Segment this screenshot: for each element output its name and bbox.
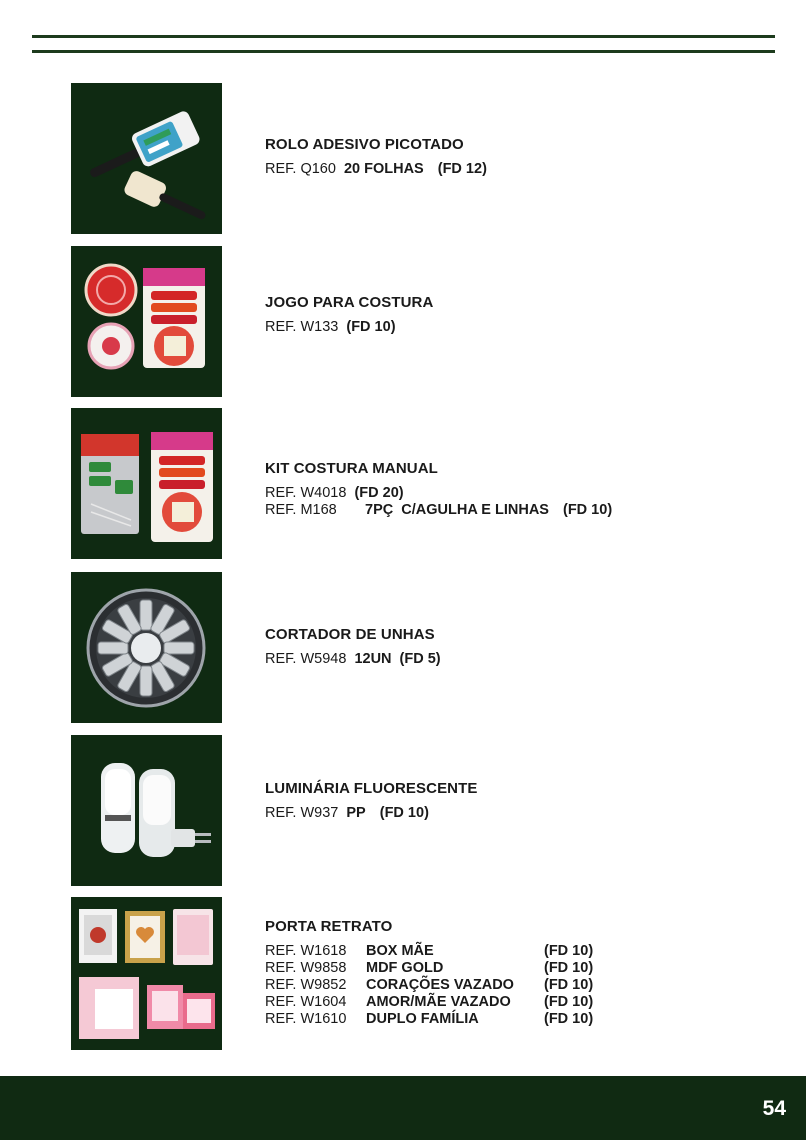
product-jogo-costura [265,294,433,336]
ref-description: C/AGULHA E LINHAS [401,502,549,518]
ref-code: REF. Q160 [265,161,336,177]
ref-pack: (FD 20) [354,485,404,501]
ref-description: 20 FOLHAS [343,161,424,177]
ref-code: REF. W133 [265,319,339,335]
product-title: LUMINÁRIA FLUORESCENTE [265,780,478,797]
ref-pack: (FD 10) [544,960,594,976]
ref-quantity: 7PÇ [365,502,394,518]
product-ref-line [265,805,477,822]
product-image-photo-frames [71,897,222,1050]
ref-code: REF. W5948 [265,651,347,667]
ref-description: CORAÇÕES VAZADO [366,977,514,993]
ref-code: REF. M168 [265,502,337,518]
ref-code: REF. W4018 [265,485,347,501]
ref-pack: (FD 10) [346,319,396,335]
ref-table [265,943,593,1028]
ref-code: REF. W1610 [265,1011,347,1027]
ref-description: MDF GOLD [366,960,444,976]
ref-code: REF. W9852 [265,977,347,993]
product-ref-line [265,502,612,519]
ref-description: DUPLO FAMÍLIA [366,1011,479,1027]
product-cortador-unhas [265,626,441,668]
header-rule-top [32,35,775,38]
ref-description: 12UN [354,651,392,667]
ref-pack: (FD 5) [399,651,441,667]
ref-pack: (FD 10) [379,805,429,821]
ref-pack: (FD 12) [437,161,487,177]
ref-pack: (FD 10) [544,1011,594,1027]
header-rule-bottom [32,50,775,53]
ref-code: REF. W937 [265,805,339,821]
ref-description: BOX MÃE [366,943,434,959]
ref-row [265,977,593,994]
product-image-lint-roller [71,83,222,234]
ref-pack: (FD 10) [544,994,594,1010]
product-title: CORTADOR DE UNHAS [265,626,435,643]
ref-row [265,943,593,960]
ref-code: REF. W1604 [265,994,347,1010]
product-title: PORTA RETRATO [265,918,393,935]
product-kit-costura [265,460,612,519]
product-ref-line [265,161,487,178]
product-title: JOGO PARA COSTURA [265,294,434,311]
ref-description: PP [346,805,366,821]
page-footer [0,1076,806,1140]
product-rolo-adesivo [265,136,487,178]
product-image-sewing-kit [71,408,222,559]
ref-description: AMOR/MÃE VAZADO [366,994,511,1010]
ref-row [265,994,593,1011]
product-luminaria [265,780,477,822]
product-title: KIT COSTURA MANUAL [265,460,438,477]
ref-code: REF. W1618 [265,943,347,959]
product-image-sewing-set [71,246,222,397]
product-image-nail-clipper [71,572,222,723]
product-ref-line [265,485,612,502]
ref-pack: (FD 10) [544,943,594,959]
product-image-night-light [71,735,222,886]
product-porta-retrato [265,918,593,1028]
product-title: ROLO ADESIVO PICOTADO [265,136,464,153]
ref-pack: (FD 10) [563,502,613,518]
ref-row [265,1011,593,1028]
product-ref-line [265,651,441,668]
ref-pack: (FD 10) [544,977,594,993]
page-number: 54 [762,1097,786,1120]
product-ref-line [265,319,433,336]
ref-code: REF. W9858 [265,960,347,976]
ref-row [265,960,593,977]
